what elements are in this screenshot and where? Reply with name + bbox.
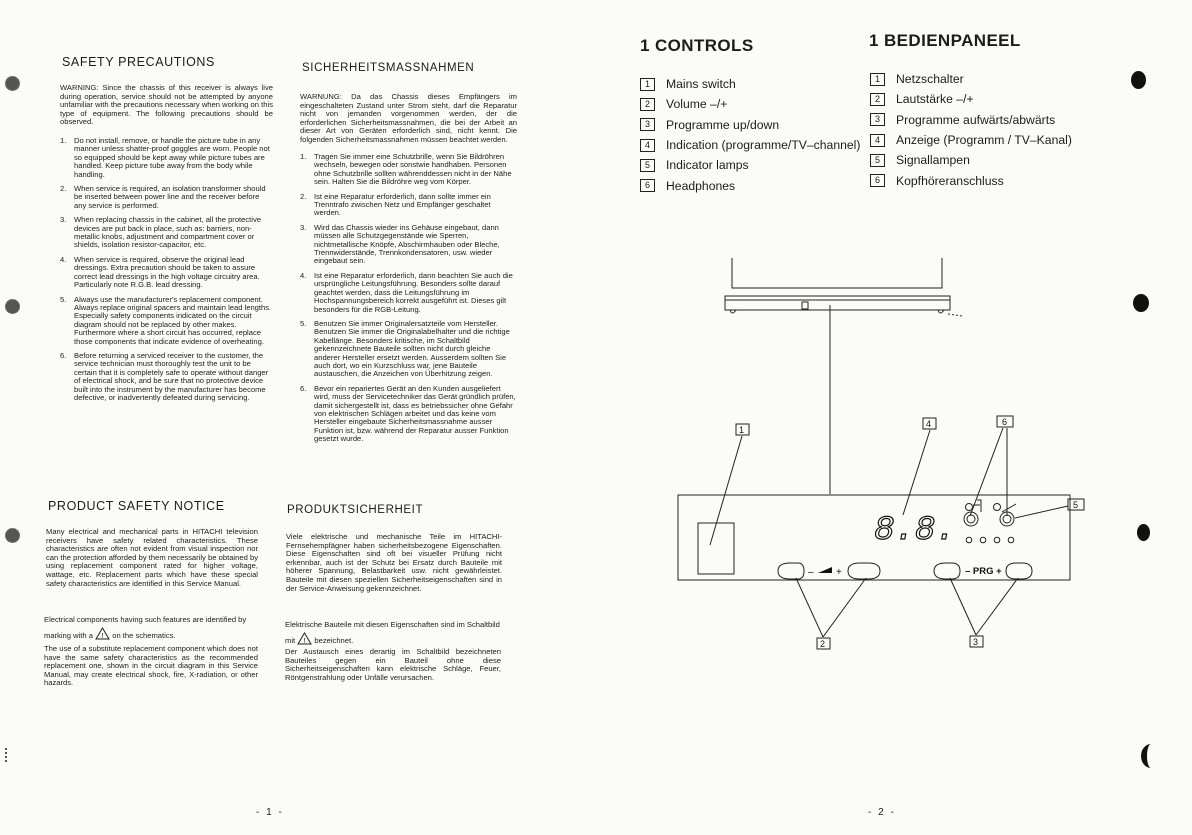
control-number-box: 5 <box>870 154 885 167</box>
controls-title: 1 CONTROLS <box>640 36 754 55</box>
item-text: Do not install, remove, or handle the picture tube in any manner unless shatter-proof goggles are worn. People not so equipped should be kept away while picture tubes are handled. Keep picture tube away from the body while handling. <box>74 136 270 179</box>
warning-triangle-icon <box>95 627 110 640</box>
svg-text:–: – <box>808 567 814 578</box>
binder-hole-mark <box>1141 744 1161 768</box>
svg-text:2: 2 <box>820 639 826 649</box>
control-label: Lautstärke –/+ <box>896 92 974 107</box>
item-text: Bevor ein repariertes Gerät an den Kunden ausgeliefert wird, muss der Servicetechniker das Gerät gründlich prüfen, damit sichergestellt ist, dass es betriebssicher ohne Gefahr von elektrischen Schlägen arbeitet und das keine vom Hersteller eingebaute Sicherheitsmassnahme ausser Funktion ist, bzw. während der Reparatur ausser Funktion gesetzt wurde. <box>314 383 516 444</box>
produktsicherheit-title: PRODUKTSICHERHEIT <box>287 504 424 516</box>
control-number-box: 4 <box>870 134 885 147</box>
control-item <box>870 130 1100 150</box>
svg-text:3: 3 <box>973 637 979 647</box>
tv-cabinet-outline <box>732 258 942 288</box>
list-item <box>300 272 517 314</box>
control-item <box>870 170 1100 190</box>
safety-warning: WARNING: Since the chassis of this receiver is always live during operation, service should not be attempted by anyone unfamiliar with the precautions necessary when working on this type of equipment. The following precautions should be observed. <box>60 83 273 127</box>
sicherheit-list <box>300 153 517 450</box>
list-item <box>300 320 517 379</box>
item-number: 6. <box>300 383 307 393</box>
control-number-box: 3 <box>870 113 885 126</box>
item-number: 4. <box>60 254 67 264</box>
volume-minus-button <box>778 563 804 579</box>
bedienpaneel-title: 1 BEDIENPANEEL <box>869 31 1021 50</box>
product-p2-start: Electrical components having such features are identified by marking with a <box>44 615 247 640</box>
list-item <box>60 137 273 179</box>
programme-up-button <box>1006 563 1032 579</box>
indicator-lamp <box>966 537 972 543</box>
svg-text:1: 1 <box>739 425 745 435</box>
led-display: 8.8. <box>874 512 956 550</box>
sicherheitsmassnahmen-title: SICHERHEITSMASSNAHMEN <box>302 62 475 74</box>
list-item <box>60 352 273 402</box>
control-label: Headphones <box>666 178 736 193</box>
item-number: 6. <box>60 350 67 360</box>
sicherheit-warning: WARNUNG: Da das Chassis dieses Empfängers im eingeschalteten Zustand unter Strom steht, darf die Reparatur nicht von jemanden vorgenommen werden, der die erforderlichen Sicherheitsmassnahmen, die bei der Arbeit an dieser Art von Geräten erforderlich sind, nicht kennt. Die folgenden Sicherheitsmassnahmen müssen beachtet werden. <box>300 92 517 144</box>
list-item <box>60 296 273 346</box>
binder-edge-mark <box>5 748 13 762</box>
control-item <box>640 74 870 94</box>
product-safety-notice-title: PRODUCT SAFETY NOTICE <box>48 499 225 513</box>
control-number-box: 6 <box>640 179 655 192</box>
control-label: Anzeige (Programm / TV–Kanal) <box>896 133 1072 148</box>
tv-mains-switch-marker <box>802 302 808 309</box>
item-text: Before returning a serviced receiver to the customer, the service technician must thoroughly test the unit to be certain that it is completely safe to operate without danger of electrical shock, and be sure that no protective device built into the instrument by the manufacturer has become defective, or inadvertently defeated during servicing. <box>74 350 269 402</box>
list-item <box>300 385 517 444</box>
safety-precautions-title: SAFETY PRECAUTIONS <box>62 55 215 69</box>
item-number: 3. <box>300 222 307 232</box>
list-item <box>60 185 273 210</box>
item-number: 1. <box>300 152 307 161</box>
item-text: Ist eine Reparatur erforderlich, dann beachten Sie auch die ursprüngliche Leitungsführung. Besonders sollte darauf geachtet werden, dass die Leitungsführung im Hochspannungsbereich korrekt ausgeführt ist. Dieses gilt besonders für die RGB-Leitung. <box>314 270 513 314</box>
safety-list <box>60 137 273 408</box>
control-item <box>870 110 1100 130</box>
item-number: 3. <box>60 215 67 225</box>
control-label: Indicator lamps <box>666 158 749 173</box>
control-number-box: 5 <box>640 159 655 172</box>
indicator-lamp <box>994 537 1000 543</box>
control-label: Volume –/+ <box>666 97 728 112</box>
product-paragraph-1: Many electrical and mechanical parts in HITACHI television receivers have safety related characteristics. These characteristics are often not evident from visual inspection nor can the protection afforded by them necessarily be obtained by using replacement component rated for higher voltage, wattage, etc. Replacement parts which have these special safety characteristics are identified in this Service Manual. <box>46 527 258 588</box>
controls-list <box>640 74 870 196</box>
svg-text:4: 4 <box>926 419 932 429</box>
svg-text:!: ! <box>101 633 104 640</box>
control-number-box: 4 <box>640 139 655 152</box>
binder-hole-mark <box>5 76 20 91</box>
bedienpaneel-list <box>870 69 1100 191</box>
control-number-box: 3 <box>640 118 655 131</box>
control-number-box: 6 <box>870 174 885 187</box>
mains-switch-button <box>698 523 734 574</box>
tv-cabinet-bottom <box>725 296 950 310</box>
page-number-2: - 2 - <box>868 807 896 818</box>
produkt-p2-end: bezeichnet. <box>314 636 354 645</box>
control-item <box>640 94 870 114</box>
prg-label: – PRG + <box>965 566 1002 577</box>
control-item <box>870 89 1100 109</box>
binder-hole-mark <box>5 299 20 314</box>
item-number: 1. <box>60 136 67 145</box>
control-label: Programme aufwärts/abwärts <box>896 112 1056 127</box>
list-item <box>300 224 517 266</box>
item-number: 4. <box>300 270 307 280</box>
control-item <box>640 175 870 195</box>
item-text: Tragen Sie immer eine Schutzbrille, wenn Sie Bildröhren wechseln, bewegen oder sonstwie handhaben. Personen ohne Schutzbrille sollten währenddessen nicht in der Nähe sein. Halten Sie die Bildröhre weg vom Körper. <box>314 152 512 187</box>
binder-hole-mark <box>1133 294 1149 312</box>
control-number-box: 1 <box>640 78 655 91</box>
control-label: Programme up/down <box>666 117 780 132</box>
control-label: Signallampen <box>896 153 970 168</box>
item-text: When replacing chassis in the cabinet, all the protective devices are put back in place, such as: barriers, non-metallic knobs, adjustment and compartment cover or shields, isolation resistor-capacitor, etc. <box>74 215 261 250</box>
control-item <box>870 69 1100 89</box>
product-p2-end: on the schematics. <box>112 631 176 640</box>
control-item <box>640 135 870 155</box>
programme-down-button <box>934 563 960 579</box>
svg-text:+: + <box>836 567 842 578</box>
indicator-lamp <box>980 537 986 543</box>
binder-hole-mark <box>1131 71 1146 89</box>
control-item <box>870 150 1100 170</box>
control-label: Indication (programme/TV–channel) <box>666 138 861 153</box>
page-number-1: - 1 - <box>256 807 284 818</box>
binder-hole-mark <box>5 528 20 543</box>
item-text: Ist eine Reparatur erforderlich, dann sollte immer ein Trenntrafo zwischen Netz und Empfänger geschaltet werden. <box>314 191 491 218</box>
control-panel-diagram <box>670 250 1090 660</box>
item-text: Always use the manufacturer's replacement component. Always replace original spacers and maintain lead lengths. Especially safety components indicated on the circuit diagram should not be replaced by other makes. Furthermore where a short circuit has occurred, replace those components that indicate evidence of overheating. <box>74 294 272 346</box>
control-number-box: 1 <box>870 73 885 86</box>
item-text: When service is required, observe the original lead dressings. Extra precaution should be taken to assure correct lead dressings in the high voltage circuitry area. Particularly note R.G.B. lead dressing. <box>74 254 260 290</box>
control-number-box: 2 <box>640 98 655 111</box>
item-text: When service is required, an isolation transformer should be inserted between power line and the receiver before any service is performed. <box>74 184 266 210</box>
item-number: 2. <box>60 184 67 194</box>
produkt-paragraph-2 <box>285 617 501 648</box>
product-paragraph-2 <box>44 612 258 643</box>
volume-plus-button <box>848 563 880 579</box>
control-item <box>640 155 870 175</box>
binder-hole-mark <box>1137 524 1150 541</box>
list-item <box>60 216 273 250</box>
control-label: Netzschalter <box>896 72 964 87</box>
svg-text:!: ! <box>303 638 306 645</box>
item-text: Wird das Chassis wieder ins Gehäuse eingebaut, dann müssen alle Schutzgegenstände wie Sperren, nichtmetallische Knöpfe, Abschirmhauben oder Bleche, Trennwiderstände, Trennkondensatoren, usw. wieder eingebaut sein. <box>314 222 500 266</box>
list-item <box>60 256 273 290</box>
item-number: 5. <box>60 294 67 304</box>
indicator-lamp <box>1008 537 1014 543</box>
produkt-paragraph-1: Viele elektrische und mechanische Teile im HITACHI-Fernsehempfägner haben sicherheitsbezogene Eigenschaften. Diese Eigenschaften sind oft bei visueller Prüfung nicht erkennbar, auch ist der Schutz bei Ersatz durch Bauteile mit höherer Spannung, Belastbarkeit usw. nicht gewährleistet. Bauteile mit diesen speziellen Sicherheitseigenschaften sind in der Service-Anweisung gekennzeichnet. <box>286 532 502 593</box>
list-item <box>300 193 517 218</box>
control-label: Kopfhöreranschluss <box>896 173 1004 188</box>
item-text: Benutzen Sie immer Originalersatzteile vom Hersteller. Benutzen Sie immer die Originalabelhalter und die richtige Kabellänge. Besonders kritische, im Schaltbild gekennzeichnete Bauteile sollten nicht durch gleiche anderer Hersteller ersetzt werden. Ausserdem sollten Sie auch dort, wo ein Kurzschluss war, jene Bauteile austauschen, die Anzeichen von Überhitzung zeigen. <box>314 318 510 379</box>
svg-text:6: 6 <box>1002 417 1008 427</box>
produkt-paragraph-3: Der Austausch eines derartig im Schaltbild bezeichneten Bauteiles gegen ein Bauteil ohne diese Sicherheitseigenschaften kann elektrische Schläge, Feuer, Röntgenstrahlung oder Unfälle verursachen. <box>285 647 501 682</box>
svg-text:5: 5 <box>1073 500 1079 510</box>
item-number: 2. <box>300 191 307 201</box>
item-number: 5. <box>300 318 307 328</box>
control-item <box>640 115 870 135</box>
list-item <box>300 153 517 187</box>
volume-ramp-icon <box>818 567 832 573</box>
produkt-p2-start: Elektrische Bauteile mit diesen Eigenschaften sind im Schaltbild mit <box>285 620 500 645</box>
control-label: Mains switch <box>666 77 736 92</box>
control-number-box: 2 <box>870 93 885 106</box>
warning-triangle-icon <box>297 632 312 645</box>
product-paragraph-3: The use of a substitute replacement component which does not have the same safety characteristics as the recommended replacement one, shown in the circuit diagram in this Service Manual, may create electrical shock, fire, X-radiation, or other hazards. <box>44 644 258 688</box>
